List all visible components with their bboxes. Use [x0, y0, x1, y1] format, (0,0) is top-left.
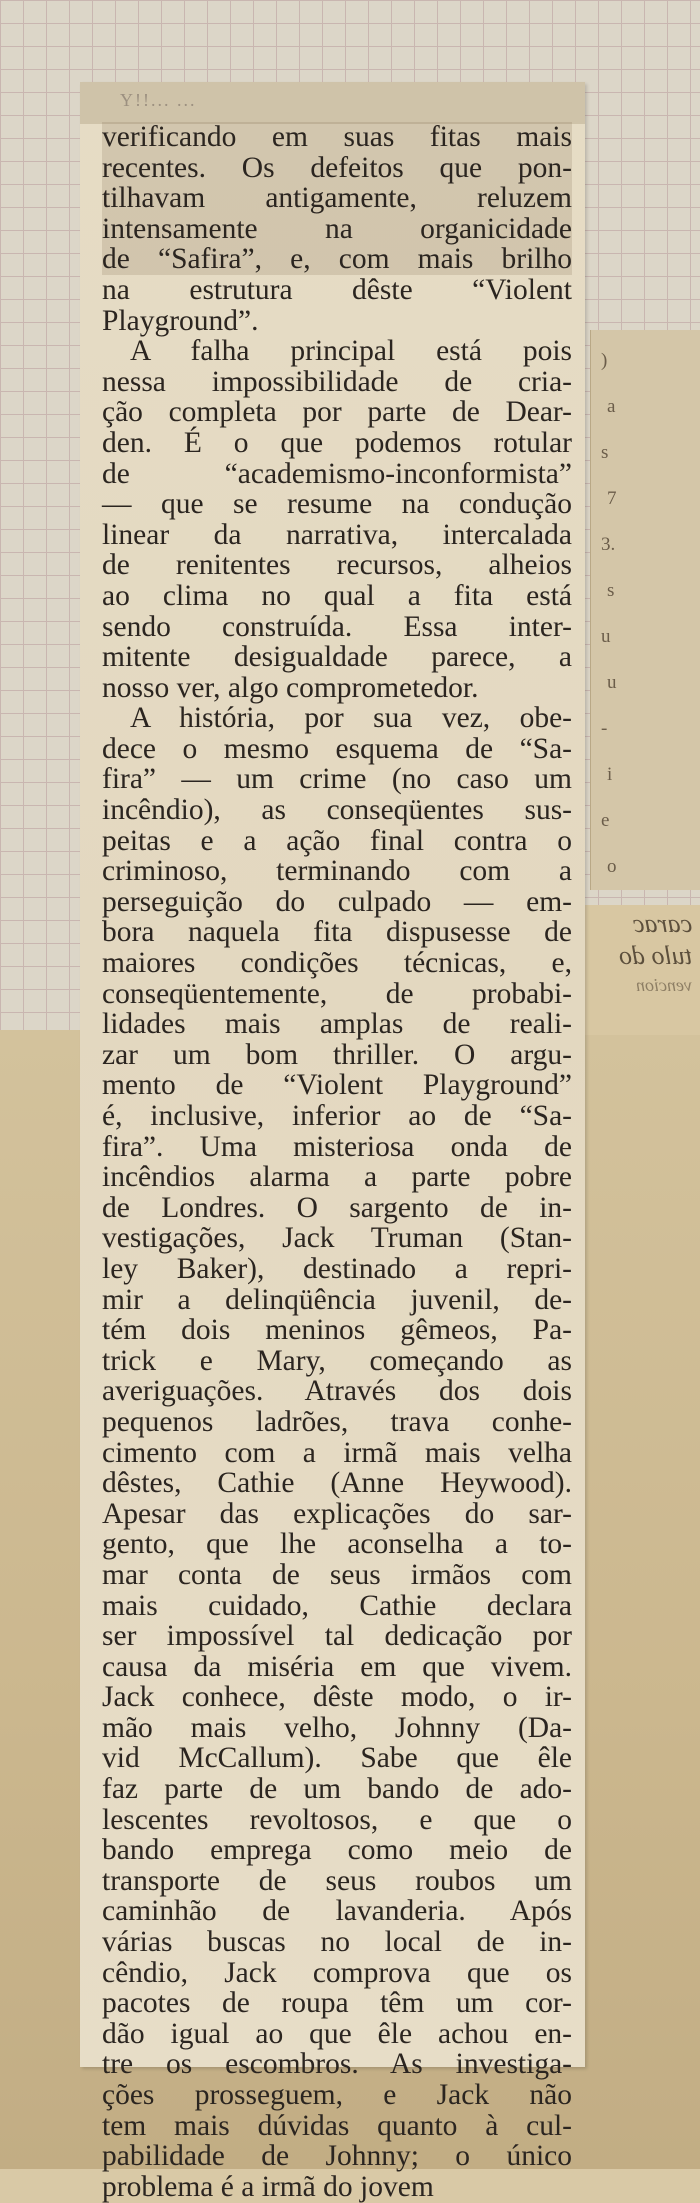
side-letter: )	[601, 350, 608, 371]
article-line: ser impossível tal dedicação por	[102, 1620, 572, 1653]
article-line: zar um bom thriller. O argu-	[102, 1038, 572, 1071]
article-line: problema é a irmã do jovem	[102, 2170, 434, 2203]
article-line: mento de “Violent Playground”	[102, 1069, 572, 1102]
article-line: trick e Mary, começando as	[102, 1344, 572, 1377]
article-line: tém dois meninos gêmeos, Pa-	[102, 1314, 572, 1347]
article-line: cimento com a irmã mais velha	[102, 1436, 572, 1469]
article-line: de Londres. O sargento de in-	[102, 1191, 572, 1224]
article-line: gento, que lhe aconselha a to-	[102, 1528, 572, 1561]
article-line: Jack conhece, dêste modo, o ir-	[102, 1681, 572, 1714]
article-line: Apesar das explicações do sar-	[102, 1497, 572, 1530]
adjacent-clipping-fragment	[590, 330, 700, 890]
article-line: pacotes de roupa têm um cor-	[102, 1987, 572, 2020]
article-line: linear da narrativa, intercalada	[102, 518, 572, 551]
article-line: transporte de seus roubos um	[102, 1864, 572, 1897]
side-word: tulo do	[619, 941, 692, 970]
article-line: na estrutura dêste “Violent	[102, 273, 572, 306]
article-line: ley Baker), destinado a repri-	[102, 1252, 572, 1285]
newspaper-clipping	[80, 82, 585, 2203]
article-line: intensamente na organicidade	[102, 212, 572, 245]
article-line: maiores condições técnicas, e,	[102, 947, 572, 980]
side-letter: s	[607, 580, 615, 601]
adjacent-clipping-fragment-lower	[580, 905, 700, 1035]
article-line: criminoso, terminando com a	[102, 855, 572, 888]
article-line: mir a delinqüência juvenil, de-	[102, 1283, 572, 1316]
article-line: ções prosseguem, e Jack não	[102, 2079, 572, 2111]
article-line: den. É o que podemos rotular	[102, 426, 572, 459]
side-letter: o	[607, 856, 617, 877]
article-line: fira” — um crime (no caso um	[102, 763, 572, 796]
article-line: tilhavam antigamente, reluzem	[102, 182, 572, 215]
article-line: pabilidade de Johnny; o único	[102, 2140, 572, 2173]
article-line: recentes. Os defeitos que pon-	[102, 151, 572, 184]
article-line: conseqüentemente, de probabi-	[102, 977, 572, 1010]
article-line: de “academismo-inconformista”	[102, 457, 572, 490]
article-line: faz parte de um bando de ado-	[102, 1773, 572, 1806]
article-line: A falha principal está pois	[130, 335, 572, 368]
article-line: vid McCallum). Sabe que êle	[102, 1742, 572, 1775]
article-line: pequenos ladrões, trava conhe-	[102, 1405, 572, 1438]
article-line: peitas e a ação final contra o	[102, 824, 572, 857]
article-line: ao clima no qual a fita está	[102, 579, 572, 612]
article-line: de renitentes recursos, alheios	[102, 549, 572, 582]
side-letter: s	[601, 442, 609, 463]
article-line: de “Safira”, e, com mais brilho	[102, 243, 572, 276]
article-line: dece o mesmo esquema de “Sa-	[102, 732, 572, 765]
side-letter: 7	[607, 488, 617, 509]
article-line: cêndio, Jack comprova que os	[102, 1956, 572, 1989]
side-letter: e	[601, 810, 610, 831]
article-line: bando emprega como meio de	[102, 1834, 572, 1867]
article-column	[102, 122, 572, 2202]
article-line: sendo construída. Essa inter-	[102, 610, 572, 643]
side-letter: i	[607, 764, 613, 785]
article-line: dão igual ao que êle achou en-	[102, 2017, 572, 2050]
clipping-top-strip	[80, 82, 585, 124]
article-line: mitente desigualdade parece, a	[102, 641, 572, 674]
article-line: tem mais dúvidas quanto à cul-	[102, 2109, 572, 2142]
article-line: tre os escombros. As investiga-	[102, 2048, 572, 2081]
side-letter: a	[607, 396, 616, 417]
side-word: vencion	[636, 975, 692, 995]
article-line: perseguição do culpado — em-	[102, 885, 572, 918]
article-line: causa da miséria em que vivem.	[102, 1650, 572, 1683]
article-line: vestigações, Jack Truman (Stan-	[102, 1222, 572, 1255]
side-letter: u	[601, 626, 611, 647]
article-line: mais cuidado, Cathie declara	[102, 1589, 572, 1622]
header-fragment: Y!!... ...	[120, 90, 197, 110]
side-letter: -	[601, 718, 608, 739]
article-line: bora naquela fita dispusesse de	[102, 916, 572, 949]
side-letter: 3.	[601, 534, 616, 555]
article-line: lidades mais amplas de reali-	[102, 1008, 572, 1041]
article-line: caminhão de lavanderia. Após	[102, 1895, 572, 1928]
article-line: incêndio), as conseqüentes sus-	[102, 794, 572, 827]
article-line: várias buscas no local de in-	[102, 1926, 572, 1959]
article-line: mar conta de seus irmãos com	[102, 1558, 572, 1591]
article-line: verificando em suas fitas mais	[102, 121, 572, 153]
article-line: lescentes revoltosos, e que o	[102, 1803, 572, 1836]
article-line: mão mais velho, Johnny (Da-	[102, 1711, 572, 1744]
article-line: A história, por sua vez, obe-	[130, 702, 572, 735]
article-line: é, inclusive, inferior ao de “Sa-	[102, 1100, 572, 1132]
article-line: fira”. Uma misteriosa onda de	[102, 1130, 572, 1163]
article-line: ção completa por parte de Dear-	[102, 396, 572, 429]
article-line: — que se resume na condução	[102, 488, 572, 521]
article-line: Playground”.	[102, 304, 259, 337]
article-line: dêstes, Cathie (Anne Heywood).	[102, 1467, 572, 1500]
side-letter: u	[607, 672, 617, 693]
side-word: carac	[632, 909, 692, 938]
article-line: incêndios alarma a parte pobre	[102, 1161, 572, 1194]
article-line: nessa impossibilidade de cria-	[102, 365, 572, 398]
article-line: nosso ver, algo comprometedor.	[102, 671, 479, 704]
article-line: averiguações. Através dos dois	[102, 1375, 572, 1408]
